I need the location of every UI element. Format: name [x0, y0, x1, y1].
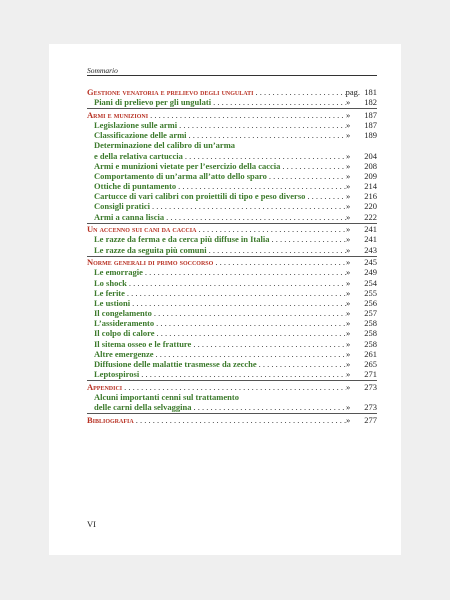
toc-title: Cartucce di vari calibri con proiettili di tipo e peso diverso — [94, 191, 306, 202]
toc-page-number: 265 — [364, 359, 377, 370]
dot-leader — [134, 415, 346, 425]
page-ref-marker: » — [346, 359, 351, 370]
toc-title: delle carni della selvaggina — [94, 402, 192, 413]
toc-title: Appendici — [87, 381, 123, 392]
toc-title: Determinazione del calibro di un’arma — [94, 140, 236, 151]
dot-leader — [154, 318, 346, 328]
dot-leader — [257, 359, 346, 369]
toc-chapter[interactable] — [87, 87, 377, 97]
toc-page-number: 220 — [364, 201, 377, 212]
toc-page-number: 261 — [364, 348, 377, 359]
page-ref-marker: » — [346, 201, 351, 212]
page-ref-marker: » — [346, 160, 351, 171]
toc-title: Diffusione delle malattie trasmesse da zecche — [94, 359, 257, 370]
toc-entry[interactable] — [87, 120, 377, 130]
toc-entry[interactable] — [87, 359, 377, 369]
toc-entry[interactable] — [87, 267, 377, 277]
dot-leader — [213, 257, 346, 267]
page-ref-marker: » — [346, 224, 351, 235]
toc-title: Legislazione sulle armi — [94, 119, 178, 130]
toc-page-number: 208 — [364, 160, 377, 171]
toc-entry[interactable] — [87, 288, 377, 298]
header-rule — [87, 75, 377, 76]
page-ref-marker: » — [346, 150, 351, 161]
toc-entry[interactable] — [87, 201, 377, 211]
toc-entry[interactable] — [87, 161, 377, 171]
toc-title: Leptospirosi — [94, 369, 140, 380]
page-ref-marker: » — [346, 119, 351, 130]
toc-entry[interactable] — [87, 392, 377, 402]
running-header: Sommario — [87, 66, 118, 75]
dot-leader — [207, 245, 346, 255]
dot-leader — [152, 308, 346, 318]
dot-leader — [122, 382, 346, 392]
toc-page-number: 187 — [364, 109, 377, 120]
page-ref-marker: » — [346, 191, 351, 202]
toc-page-number: 187 — [364, 119, 377, 130]
toc-title: Bibliografia — [87, 414, 134, 425]
toc-title: Piani di prelievo per gli ungulati — [94, 97, 212, 108]
toc-entry[interactable] — [87, 97, 377, 107]
toc-entry[interactable] — [87, 130, 377, 140]
toc-page-number: 258 — [364, 338, 377, 349]
toc-title: Norme generali di primo soccorso — [87, 257, 214, 268]
toc-entry[interactable] — [87, 191, 377, 201]
page-ref-marker: » — [346, 318, 351, 329]
dot-leader — [127, 278, 346, 288]
dot-leader — [211, 97, 346, 107]
toc-chapter[interactable] — [87, 257, 377, 267]
page-ref-marker: » — [346, 328, 351, 339]
toc-page-number: 258 — [364, 328, 377, 339]
page-ref-marker: » — [346, 109, 351, 120]
page-ref-marker: » — [346, 234, 351, 245]
toc-page-number: 256 — [364, 297, 377, 308]
page-ref-marker: » — [346, 297, 351, 308]
page-ref-marker: » — [346, 348, 351, 359]
toc-entry[interactable] — [87, 308, 377, 318]
toc-page-number: 214 — [364, 181, 377, 192]
dot-leader — [305, 191, 346, 201]
toc-entry[interactable] — [87, 245, 377, 255]
page-ref-marker: » — [346, 267, 351, 278]
dot-leader — [269, 234, 346, 244]
toc-page-number: 241 — [364, 224, 377, 235]
toc-title: Armi e munizioni vietate per l’esercizio della caccia — [94, 160, 281, 171]
toc-title: Il congelamento — [94, 308, 152, 319]
page-ref-marker: » — [346, 308, 351, 319]
toc-entry[interactable] — [87, 212, 377, 222]
toc-title: Le razze da ferma e da cerca più diffuse in Italia — [94, 234, 270, 245]
dot-leader — [187, 130, 346, 140]
page-ref-marker: » — [346, 130, 351, 141]
toc-page-number: 254 — [364, 277, 377, 288]
dot-leader — [150, 201, 346, 211]
toc-page-number: 189 — [364, 130, 377, 141]
page-ref-marker: » — [346, 381, 351, 392]
toc-title: Ottiche di puntamento — [94, 181, 177, 192]
page-ref-marker: » — [346, 338, 351, 349]
dot-leader — [125, 288, 346, 298]
toc-title: Le razze da seguita più comuni — [94, 244, 207, 255]
toc-title: Il sitema osseo e le fratture — [94, 338, 192, 349]
toc-title: Armi e munizioni — [87, 109, 149, 120]
toc-title: Classificazione delle armi — [94, 130, 187, 141]
page-ref-marker: » — [346, 414, 351, 425]
toc-entry[interactable] — [87, 318, 377, 328]
dot-leader — [183, 151, 346, 161]
toc-page-number: 209 — [364, 170, 377, 181]
dot-leader — [164, 212, 346, 222]
toc-entry[interactable] — [87, 181, 377, 191]
toc-chapter[interactable] — [87, 382, 377, 392]
toc-title: Altre emergenze — [94, 348, 154, 359]
toc-title: Comportamento di un’arma all’atto dello sparo — [94, 170, 267, 181]
toc-chapter[interactable] — [87, 110, 377, 120]
toc-title: e della relativa cartuccia — [94, 150, 183, 161]
toc-page-number: 257 — [364, 308, 377, 319]
dot-leader — [280, 161, 346, 171]
page-number: VI — [87, 519, 96, 529]
toc-page-number: 249 — [364, 267, 377, 278]
toc-page-number: 181 — [364, 86, 377, 97]
toc-title: L’assideramento — [94, 318, 155, 329]
toc-title: Le ustioni — [94, 297, 131, 308]
dot-leader — [143, 267, 346, 277]
toc-entry[interactable] — [87, 151, 377, 161]
dot-leader — [139, 369, 346, 379]
toc-entry[interactable] — [87, 140, 377, 150]
dot-leader — [154, 349, 346, 359]
dot-leader — [191, 339, 346, 349]
dot-leader — [155, 328, 346, 338]
toc-title: Alcuni importanti cenni sul trattamento — [94, 391, 239, 402]
toc-page-number: 216 — [364, 191, 377, 202]
dot-leader — [253, 87, 345, 97]
toc-title: Le ferite — [94, 287, 125, 298]
toc-title: Gestione venatoria e prelievo degli ungulati — [87, 86, 254, 97]
dot-leader — [177, 120, 346, 130]
toc-page-number: 273 — [364, 402, 377, 413]
toc-chapter[interactable] — [87, 224, 377, 234]
dot-leader — [130, 298, 346, 308]
toc-entry[interactable] — [87, 328, 377, 338]
toc-title: Consigli pratici — [94, 201, 150, 212]
toc-page-number: 222 — [364, 211, 377, 222]
dot-leader — [148, 110, 346, 120]
dot-leader — [192, 402, 346, 412]
page-ref-marker: » — [346, 170, 351, 181]
toc-page-number: 255 — [364, 287, 377, 298]
toc-page-number: 273 — [364, 381, 377, 392]
dot-leader — [267, 171, 346, 181]
toc-page-number: 245 — [364, 257, 377, 268]
toc-chapter[interactable] — [87, 415, 377, 425]
toc-title: Un accenno sui cani da caccia — [87, 224, 197, 235]
page-ref-marker: » — [346, 244, 351, 255]
book-page — [49, 44, 401, 555]
toc-entry[interactable] — [87, 369, 377, 379]
toc-entry[interactable] — [87, 349, 377, 359]
page-ref-marker: » — [346, 287, 351, 298]
page-ref-marker: pag. — [345, 86, 360, 97]
page-ref-marker: » — [346, 211, 351, 222]
table-of-contents — [87, 87, 377, 425]
toc-page-number: 258 — [364, 318, 377, 329]
page-ref-marker: » — [346, 402, 351, 413]
dot-leader — [176, 181, 346, 191]
toc-entry[interactable] — [87, 278, 377, 288]
toc-page-number: 204 — [364, 150, 377, 161]
toc-page-number: 182 — [364, 97, 377, 108]
toc-page-number: 271 — [364, 369, 377, 380]
toc-title: Le emorragie — [94, 267, 143, 278]
toc-entry[interactable] — [87, 234, 377, 244]
dot-leader — [196, 224, 346, 234]
toc-entry[interactable] — [87, 171, 377, 181]
toc-page-number: 277 — [364, 414, 377, 425]
page-ref-marker: » — [346, 181, 351, 192]
toc-title: Il colpo di calore — [94, 328, 155, 339]
toc-entry[interactable] — [87, 298, 377, 308]
toc-entry[interactable] — [87, 402, 377, 412]
page-ref-marker: » — [346, 277, 351, 288]
toc-title: Lo shock — [94, 277, 127, 288]
page-ref-marker: » — [346, 257, 351, 268]
toc-page-number: 241 — [364, 234, 377, 245]
toc-entry[interactable] — [87, 339, 377, 349]
toc-title: Armi a canna liscia — [94, 211, 165, 222]
page-ref-marker: » — [346, 369, 351, 380]
toc-page-number: 243 — [364, 244, 377, 255]
page-ref-marker: » — [346, 97, 351, 108]
